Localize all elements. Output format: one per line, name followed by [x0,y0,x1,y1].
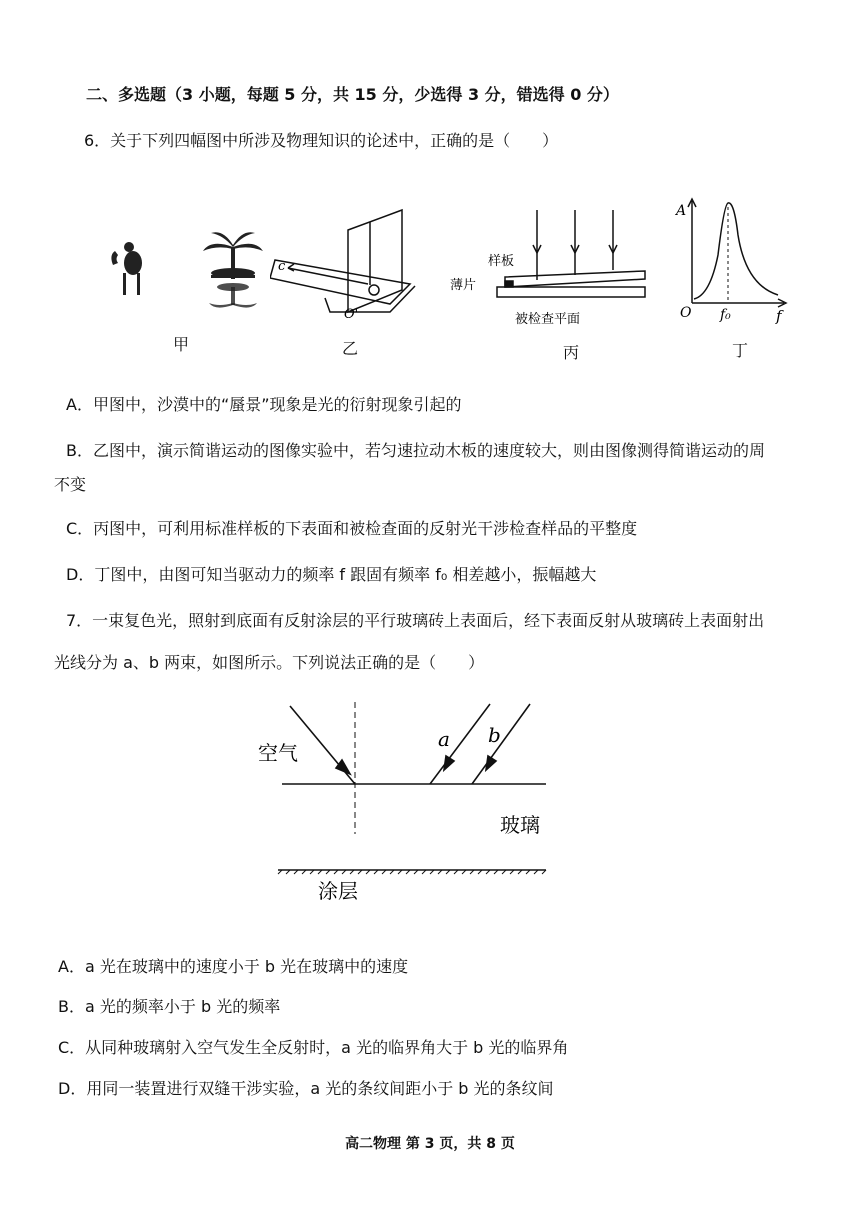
q7-option-d: D．用同一装置进行双缝干涉实验，a 光的条纹间距小于 b 光的条纹间 [58,1079,554,1098]
figure-q7-label-glass: 玻璃 [500,813,540,837]
q7-option-a: A．a 光在玻璃中的速度小于 b 光在玻璃中的速度 [58,957,409,976]
figure-ding-axis-x: f [776,307,782,325]
q7-option-b: B．a 光的频率小于 b 光的频率 [58,997,281,1016]
figure-bing-label-sheet: 薄片 [450,278,477,293]
q6-option-a: A．甲图中，沙漠中的“蜃景”现象是光的衍射现象引起的 [66,395,462,414]
figure-ding-axis-y: A [676,203,687,219]
section-heading: 二、多选题（3 小题，每题 5 分，共 15 分，少选得 3 分，错选得 0 分） [86,85,619,104]
figure-jia-mirage [105,225,275,325]
figure-yi-label-c: c [278,259,286,274]
q7-option-c: C．从同种玻璃射入空气发生全反射时，a 光的临界角大于 b 光的临界角 [58,1038,569,1057]
figure-bing-label-surface: 被检查平面 [515,312,581,327]
figure-bing-interference [445,205,655,335]
figure-jia-caption: 甲 [173,335,190,354]
figure-q7-label-air: 空气 [258,741,298,765]
figure-ding-caption: 丁 [732,341,749,360]
q7-stem-line1: 7．一束复色光，照射到底面有反射涂层的平行玻璃砖上表面后，经下表面反射从玻璃砖上表面射出 [66,611,765,630]
figure-q7-label-a: a [438,727,450,751]
figure-q7-glass-block [250,698,560,908]
q6-option-b: B．乙图中，演示简谐运动的图像实验中，若匀速拉动木板的速度较大，则由图像测得简谐运动的周 [66,441,765,460]
figure-yi-label-o: O' [344,307,359,322]
figure-ding-origin: O [680,305,692,321]
figure-ding-resonance [672,195,802,330]
figure-ding-tick-f0: f₀ [720,307,731,323]
q6-stem: 6．关于下列四幅图中所涉及物理知识的论述中，正确的是（ ） [84,131,559,150]
q6-option-c: C．丙图中，可利用标准样板的下表面和被检查面的反射光干涉检查样品的平整度 [66,519,638,538]
q6-option-b-cont: 不变 [54,475,87,494]
figure-yi-caption: 乙 [342,339,359,358]
q6-option-d: D．丁图中，由图可知当驱动力的频率 f 跟固有频率 f₀ 相差越小，振幅越大 [66,565,597,584]
page-footer: 高二物理 第 3 页，共 8 页 [345,1136,515,1152]
figure-q7-label-b: b [488,723,501,747]
figure-yi-pendulum [270,200,430,330]
q7-stem-line2: 光线分为 a、b 两束，如图所示。下列说法正确的是（ ） [54,653,485,672]
figure-q7-label-coating: 涂层 [318,879,358,903]
figure-bing-caption: 丙 [563,343,580,362]
figure-bing-label-plate: 样板 [488,254,515,269]
